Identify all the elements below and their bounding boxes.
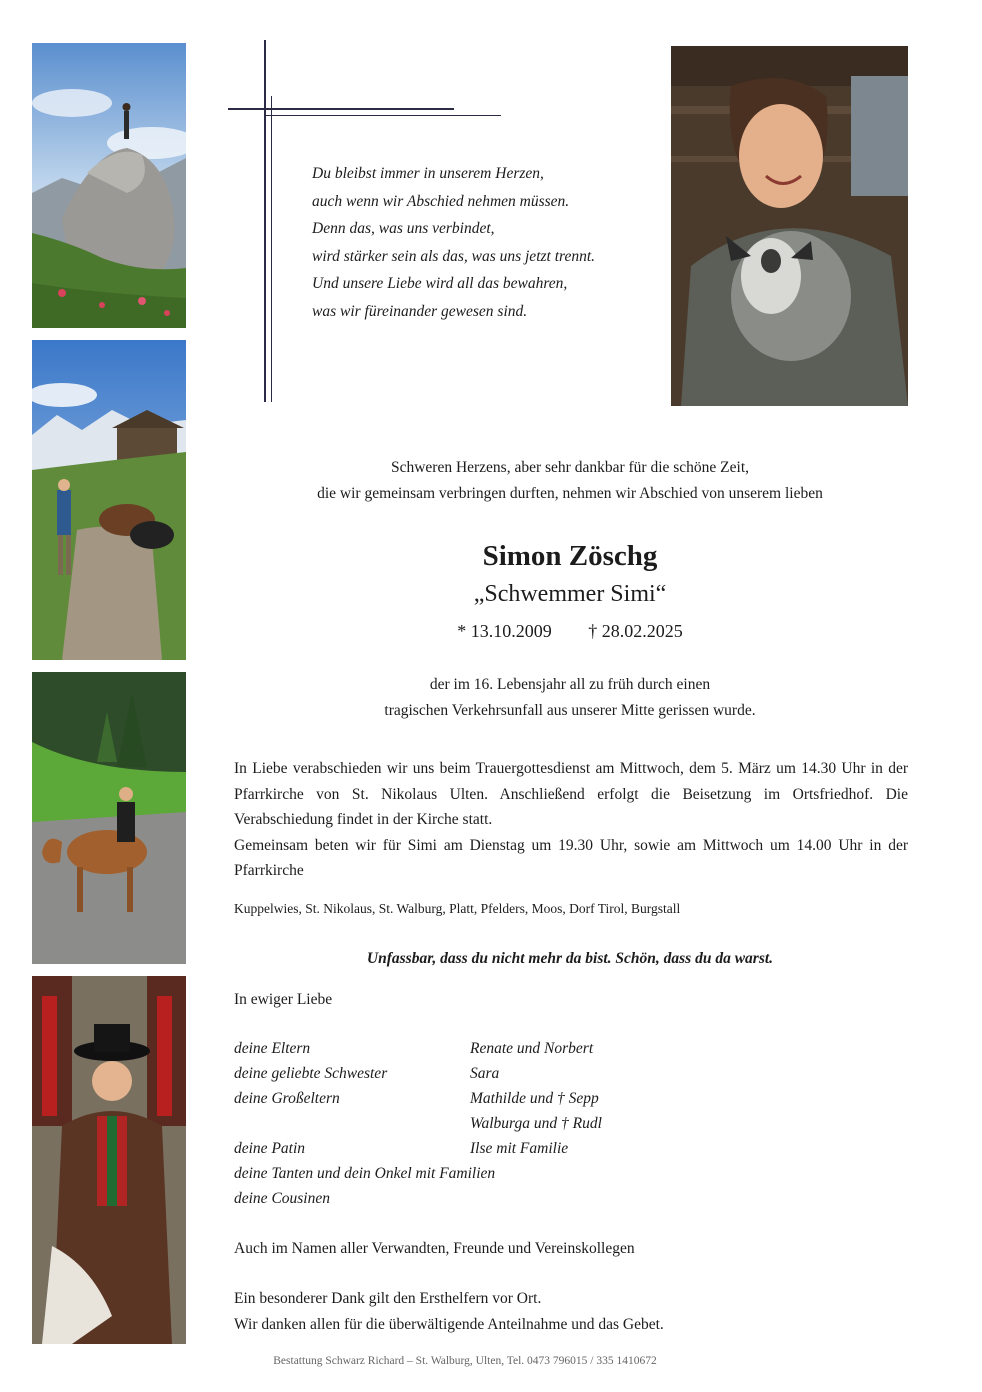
deceased-name: Simon Zöschg [482,540,658,572]
eternal-love-heading: In ewiger Liebe [234,991,333,1008]
age-line: der im 16. Lebensjahr all zu früh durch einen [429,676,711,693]
cross-vertical-line [264,40,266,402]
mourner-relation: deine geliebte Schwester [234,1065,388,1082]
intro-line: die wir gemeinsam verbringen durften, nehmen wir Abschied von unserem lieben [317,485,823,502]
intro-line: Schweren Herzens, aber sehr dankbar für die schöne Zeit, [390,459,750,476]
mourner-relation: deine Patin [234,1140,306,1157]
cause-of-death-text [200,672,940,724]
poem-line: Und unsere Liebe wird all das bewahren, [312,275,568,292]
deceased-nickname: „Schwemmer Simi“ [473,581,667,607]
photo-mountain-rock [32,43,186,328]
memorial-poem [312,160,662,325]
photo-traditional-costume [32,976,186,1344]
poem-line: was wir füreinander gewesen sind. [312,302,528,320]
mourner-relation: deine Cousinen [234,1190,330,1207]
mourner-row [234,1061,908,1086]
mourner-names: Sara [470,1065,500,1082]
service-details [234,756,908,884]
mourner-names: Walburga und † Rudl [470,1115,602,1132]
photo-portrait-with-goat [671,46,908,406]
photo-highland-cattle [32,340,186,660]
thanks-text [234,1286,664,1338]
birth-date: * 13.10.2009 [457,621,552,641]
intro-text [200,455,940,507]
life-dates [200,618,940,644]
thanks-line: Wir danken allen für die überwältigende Anteilnahme und das Gebet. [234,1316,664,1333]
mourner-names: Renate und Norbert [470,1040,594,1057]
poem-line: wird stärker sein als das, was uns jetzt trennt. [312,247,596,265]
age-line: tragischen Verkehrsunfall aus unserer Mitte gerissen wurde. [384,702,756,719]
poem-line: auch wenn wir Abschied nehmen müssen. [312,192,570,210]
villages-list: Kuppelwies, St. Nikolaus, St. Walburg, Platt, Pfelders, Moos, Dorf Tirol, Burgstall [234,901,681,916]
mourner-row [234,1036,908,1061]
mourner-row [234,1086,908,1111]
mourners-list [234,1036,908,1211]
poem-line: Denn das, was uns verbindet, [312,220,495,237]
prayer-paragraph: Gemeinsam beten wir für Simi am Dienstag um 19.30 Uhr, sowie am Mittwoch um 14.00 Uhr in der Pfarrkirche [234,836,908,879]
mourner-relation: deine Eltern [234,1040,311,1057]
mourner-names: Ilse mit Familie [470,1140,569,1157]
poem-line: Du bleibst immer in unserem Herzen, [312,165,544,182]
cross-horizontal-line [228,108,454,110]
mourner-row [234,1161,908,1186]
mourner-row [234,1186,908,1211]
mourner-relation: deine Tanten und dein Onkel mit Familien [234,1165,496,1182]
memorial-quote: Unfassbar, dass du nicht mehr da bist. Schön, dass du da warst. [366,950,774,967]
mourner-row [234,1136,908,1161]
death-date: † 28.02.2025 [588,621,683,641]
mourner-row [234,1111,908,1136]
service-paragraph: In Liebe verabschieden wir uns beim Trauergottesdienst am Mittwoch, dem 5. März um 14.30 Uhr in der Pfarrkirche von St. Nikolaus Ulten. Anschließend erfolgt die Beisetzung im Ortsfriedhof. Die Verabschiedung findet in der Kirche statt. [234,760,908,828]
cross-vertical-line-inner [271,96,272,402]
funeral-home-footer: Bestattung Schwarz Richard – St. Walburg, Ulten, Tel. 0473 796015 / 335 1410672 [273,1355,657,1367]
mourner-names: Mathilde und † Sepp [470,1090,599,1107]
mourner-relation: deine Großeltern [234,1090,340,1107]
cross-horizontal-line-inner [264,115,501,116]
relatives-note: Auch im Namen aller Verwandten, Freunde und Vereinskollegen [234,1240,635,1257]
photo-horse-riding [32,672,186,964]
thanks-line: Ein besonderer Dank gilt den Ersthelfern vor Ort. [234,1290,542,1307]
